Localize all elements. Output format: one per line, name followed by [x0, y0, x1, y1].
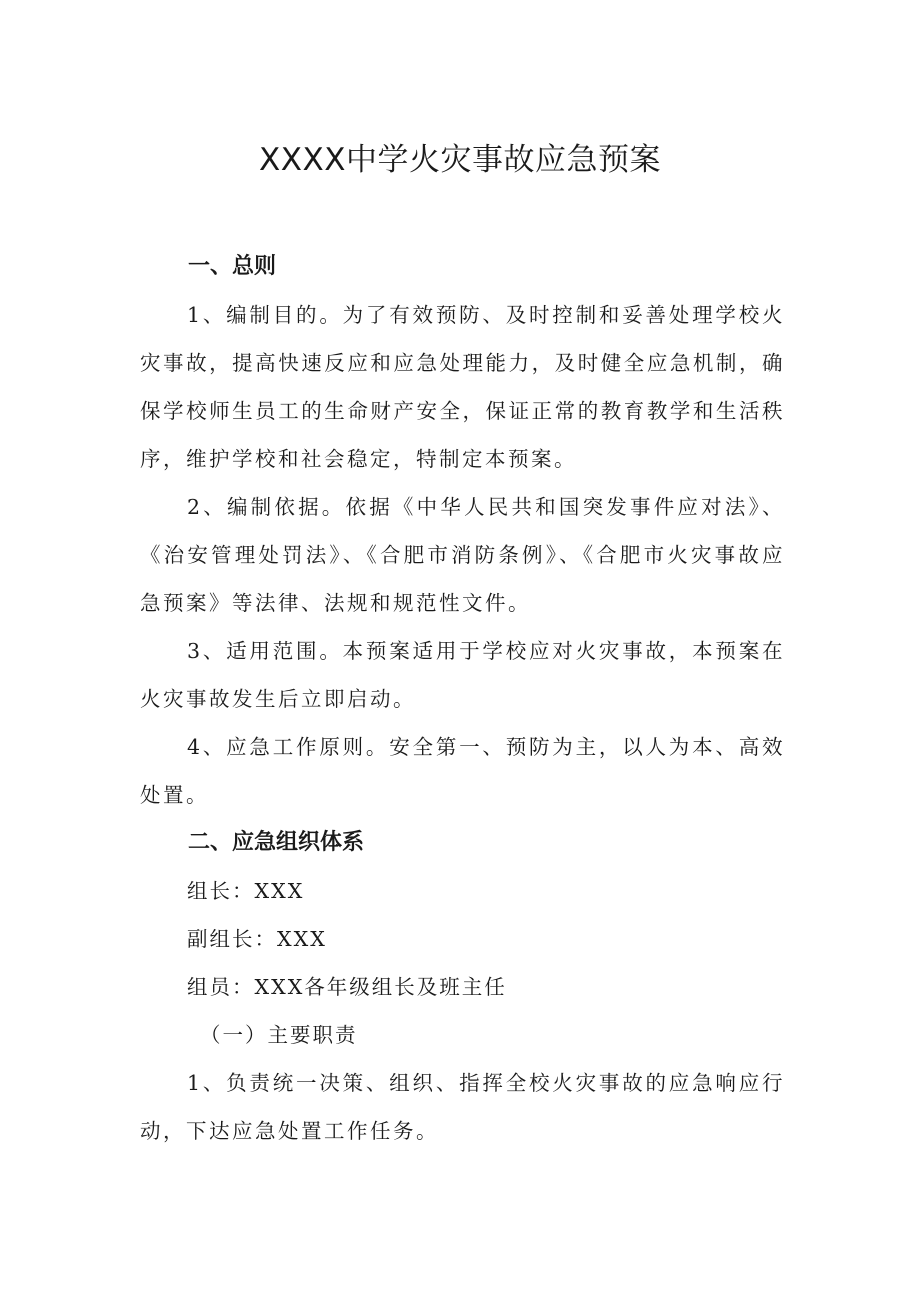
members-line: 组员：XXX各年级组长及班主任	[187, 975, 507, 999]
section-heading-general: 一、总则	[188, 254, 277, 279]
deputy-leader-line: 副组长：XXX	[187, 927, 327, 951]
section-heading-organization: 二、应急组织体系	[188, 830, 365, 855]
subheading-duties: （一）主要职责	[200, 1023, 358, 1047]
document-body	[140, 243, 785, 1155]
paragraph-basis: 2、编制依据。依据《中华人民共和国突发事件应对法》、《治安管理处罚法》、《合肥市消防条例》、《合肥市火灾事故应急预案》等法律、法规和规范性文件。	[140, 495, 785, 615]
leader-line: 组长：XXX	[187, 879, 305, 903]
paragraph-purpose: 1、编制目的。为了有效预防、及时控制和妥善处理学校火灾事故，提高快速反应和应急处理能力，及时健全应急机制，确保学校师生员工的生命财产安全，保证正常的教育教学和生活秩序，维护学校和社会稳定，特制定本预案。	[140, 303, 785, 471]
paragraph-duty-1: 1、负责统一决策、组织、指挥全校火灾事故的应急响应行动，下达应急处置工作任务。	[140, 1071, 785, 1143]
paragraph-scope: 3、适用范围。本预案适用于学校应对火灾事故，本预案在火灾事故发生后立即启动。	[140, 639, 785, 711]
document-title: XXXX中学火灾事故应急预案	[259, 142, 661, 178]
paragraph-principles: 4、应急工作原则。安全第一、预防为主，以人为本、高效处置。	[140, 735, 785, 807]
